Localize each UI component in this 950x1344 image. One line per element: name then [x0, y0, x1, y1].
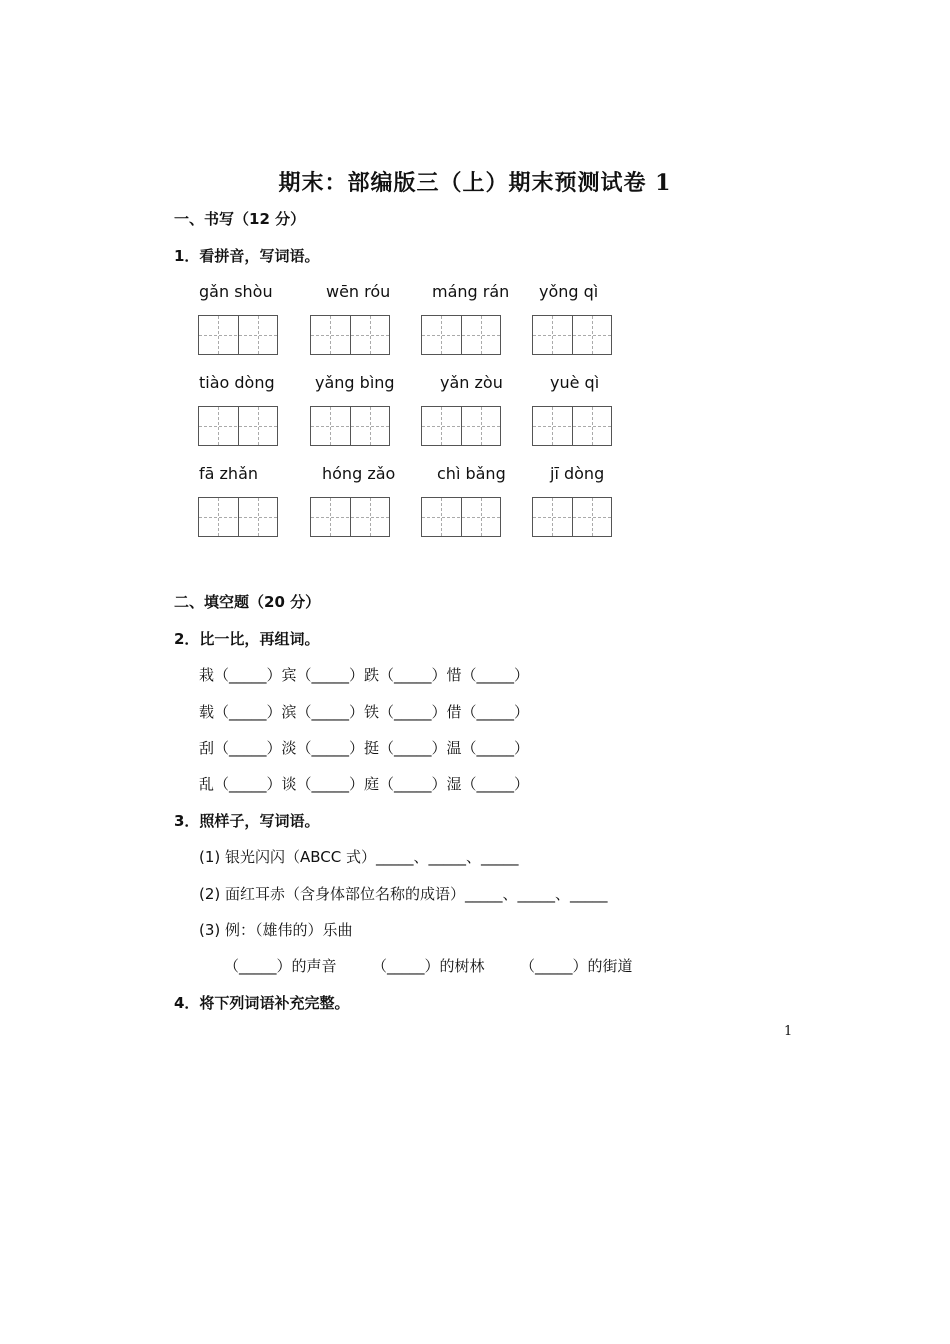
writing-grid[interactable] — [198, 315, 278, 355]
compare-row: 载（_____）滨（_____）铁（_____）借（_____） — [199, 703, 530, 721]
writing-grid[interactable] — [198, 497, 278, 537]
page-number: 1 — [784, 1024, 793, 1039]
writing-grid[interactable] — [532, 497, 612, 537]
pinyin-label: chì bǎng — [437, 464, 506, 483]
writing-grid[interactable] — [421, 497, 501, 537]
writing-grid[interactable] — [532, 406, 612, 446]
pinyin-label: wēn róu — [326, 282, 391, 301]
question-4-label: 4．将下列词语补充完整。 — [174, 994, 350, 1012]
question-3-item-1: (1) 银光闪闪（ABCC 式）_____、_____、_____ — [199, 848, 519, 866]
pinyin-label: máng rán — [432, 282, 510, 301]
question-3-item-3: (3) 例：（雄伟的）乐曲 — [199, 921, 353, 939]
pinyin-label: yuè qì — [550, 373, 600, 392]
pinyin-label: gǎn shòu — [199, 282, 273, 301]
compare-row: 栽（_____）宾（_____）跌（_____）惜（_____） — [199, 666, 530, 684]
pinyin-label: hóng zǎo — [322, 464, 396, 483]
fill-blank-phrase: （_____）的树林 — [372, 957, 485, 975]
compare-row: 刮（_____）淡（_____）挺（_____）温（_____） — [199, 739, 530, 757]
question-3-label: 3．照样子，写词语。 — [174, 812, 320, 830]
compare-row: 乱（_____）谈（_____）庭（_____）湿（_____） — [199, 775, 530, 793]
writing-grid[interactable] — [310, 406, 390, 446]
question-3-item-2: (2) 面红耳赤（含身体部位名称的成语）_____、_____、_____ — [199, 885, 608, 903]
writing-grid[interactable] — [532, 315, 612, 355]
page-title: 期末：部编版三（上）期末预测试卷 1 — [278, 170, 672, 196]
writing-grid[interactable] — [421, 315, 501, 355]
fill-blank-phrase: （_____）的街道 — [520, 957, 633, 975]
pinyin-label: tiào dòng — [199, 373, 275, 392]
section-heading-fill-in: 二、填空题（20 分） — [174, 593, 321, 611]
pinyin-label: fā zhǎn — [199, 464, 259, 483]
question-2-label: 2．比一比，再组词。 — [174, 630, 320, 648]
section-heading-writing: 一、书写（12 分） — [174, 210, 306, 228]
pinyin-label: jī dòng — [550, 464, 605, 483]
writing-grid[interactable] — [421, 406, 501, 446]
writing-grid[interactable] — [198, 406, 278, 446]
writing-grid[interactable] — [310, 497, 390, 537]
pinyin-label: yǒng qì — [539, 282, 599, 301]
pinyin-label: yǎng bìng — [315, 373, 395, 392]
writing-grid[interactable] — [310, 315, 390, 355]
question-1-label: 1．看拼音，写词语。 — [174, 247, 320, 265]
pinyin-label: yǎn zòu — [440, 373, 503, 392]
fill-blank-phrase: （_____）的声音 — [224, 957, 337, 975]
